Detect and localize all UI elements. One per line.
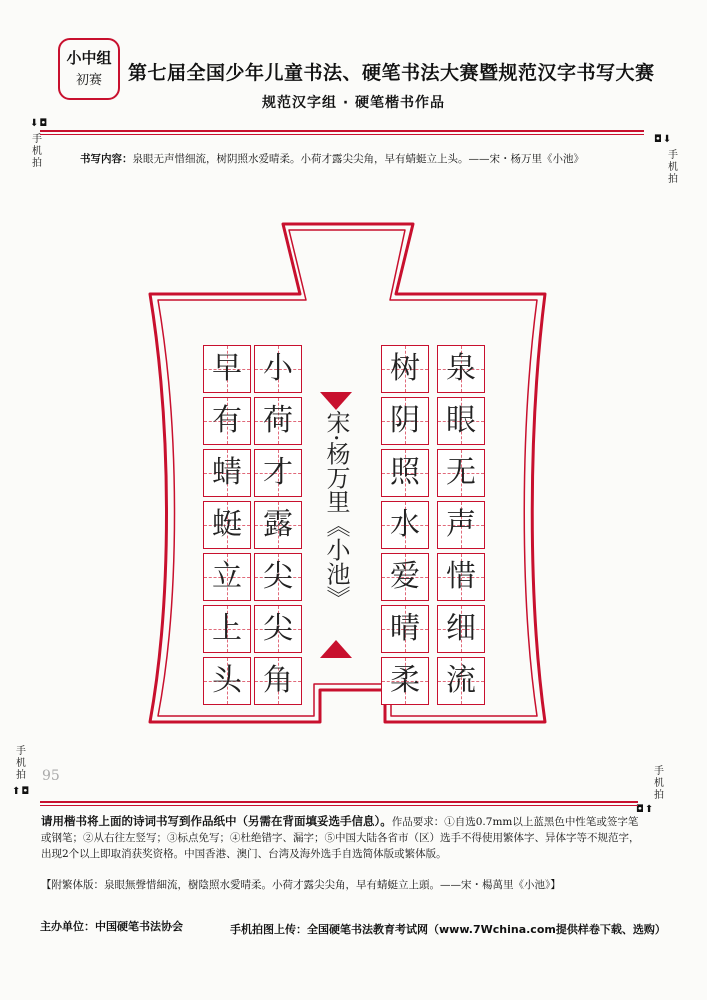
handwritten-char: 有	[212, 403, 242, 438]
grid-cell	[437, 605, 485, 653]
grid-cell	[437, 657, 485, 705]
page-subtitle: 规范汉字组 · 硬笔楷书作品	[261, 95, 446, 111]
grid-cell	[437, 501, 485, 549]
handwritten-char: 蜻	[212, 455, 242, 490]
content-text: 泉眼无声惜细流，树阴照水爱晴柔。小荷才露尖尖角，早有蜻蜓立上头。——宋・杨万里《小池》	[132, 153, 584, 165]
handwritten-char: 尖	[263, 611, 293, 646]
handwritten-char: 才	[263, 455, 293, 490]
phone-shoot-label-tr: 手机拍	[668, 150, 678, 185]
grid-cell	[381, 345, 429, 393]
handwritten-char: 柔	[390, 663, 420, 698]
phone-shoot-label-bl: 手机拍	[16, 746, 26, 781]
camera-icon: ◘⬇	[654, 134, 673, 145]
phone-shoot-label-tl: 手机拍	[32, 134, 42, 169]
handwritten-char: 荷	[263, 403, 293, 438]
handwritten-char: 头	[212, 663, 242, 698]
requirements	[41, 813, 641, 862]
handwritten-char: 无	[446, 455, 476, 490]
grid-cell	[381, 449, 429, 497]
handwritten-char: 露	[263, 507, 293, 542]
handwritten-char: 水	[390, 507, 420, 542]
handwritten-char: 泉	[446, 351, 476, 386]
handwritten-char: 小	[263, 351, 293, 386]
right-grid	[381, 345, 485, 705]
grid-cell	[254, 345, 302, 393]
grid-cell	[203, 657, 251, 705]
requirements-body: 作品要求：①自选0.7mm以上蓝黑色中性笔或签字笔或钢笔；②从右往左竖写；③标点免写；④杜绝错字、漏字；⑤中国大陆各省市（区）选手不得使用繁体字、异体字等不规范字，出现2个以上即取消获奖资格。中国香港、澳门、台湾及海外选手自选简体版或繁体版。	[41, 816, 640, 860]
handwritten-char: 细	[446, 611, 476, 646]
handwritten-char: 树	[390, 351, 420, 386]
grid-cell	[381, 501, 429, 549]
attribution: 宋·杨万里《小池》	[322, 410, 350, 610]
phone-shoot-label-br: 手机拍	[654, 766, 664, 801]
handwritten-char: 阴	[390, 403, 420, 438]
content-label: 书写内容：	[80, 153, 133, 165]
handwritten-char: 角	[263, 663, 293, 698]
grid-cell	[254, 397, 302, 445]
page-title: 第七届全国少年儿童书法、硬笔书法大赛暨规范汉字书写大赛	[128, 62, 655, 84]
handwritten-char: 流	[446, 663, 476, 698]
bottom-rule-thin	[40, 805, 638, 806]
grid-cell	[203, 501, 251, 549]
grid-cell	[381, 605, 429, 653]
handwritten-char: 声	[446, 507, 476, 542]
camera-icon: ⬇◘	[30, 118, 49, 129]
grid-cell	[381, 553, 429, 601]
grid-cell	[254, 501, 302, 549]
handwritten-char: 惜	[446, 559, 476, 594]
grid-cell	[437, 553, 485, 601]
bottom-rule	[40, 801, 638, 803]
camera-icon: ◘⬆	[636, 804, 655, 815]
handwritten-char: 上	[212, 611, 242, 646]
pencil-mark: 95	[42, 768, 60, 784]
grid-cell	[254, 657, 302, 705]
handwritten-char: 照	[390, 455, 420, 490]
grid-cell	[254, 553, 302, 601]
grid-cell	[203, 449, 251, 497]
camera-icon: ⬆◘	[12, 786, 31, 797]
badge-group: 小中组	[66, 49, 112, 67]
grid-cell	[254, 449, 302, 497]
handwritten-char: 爱	[390, 559, 420, 594]
grid-cell	[254, 605, 302, 653]
handwritten-char: 晴	[390, 611, 420, 646]
traditional-version: 【附繁体版：泉眼無聲惜細流，樹陰照水愛晴柔。小荷才露尖尖角，早有蜻蜓立上頭。——宋・楊萬里《小池》】	[41, 879, 561, 891]
handwritten-char: 蜓	[212, 507, 242, 542]
grid-cell	[203, 345, 251, 393]
grid-cell	[437, 397, 485, 445]
handwritten-char: 眼	[446, 403, 476, 438]
requirements-lead: 请用楷书将上面的诗词书写到作品纸中（另需在背面填妥选手信息）。	[41, 814, 392, 828]
grid-cell	[437, 345, 485, 393]
grid-cell	[381, 397, 429, 445]
handwritten-char: 立	[212, 559, 242, 594]
grid-cell	[437, 449, 485, 497]
grid-cell	[203, 397, 251, 445]
upload-info: 手机拍图上传：全国硬笔书法教育考试网（www.7Wchina.com提供样卷下载、选购）	[230, 923, 666, 936]
badge-round: 初赛	[75, 73, 102, 88]
handwritten-char: 尖	[263, 559, 293, 594]
grid-cell	[203, 605, 251, 653]
grid-cell	[381, 657, 429, 705]
grid-cell	[203, 553, 251, 601]
handwritten-char: 早	[212, 351, 242, 386]
sponsor: 主办单位：中国硬笔书法协会	[40, 920, 183, 933]
left-grid	[203, 345, 302, 705]
